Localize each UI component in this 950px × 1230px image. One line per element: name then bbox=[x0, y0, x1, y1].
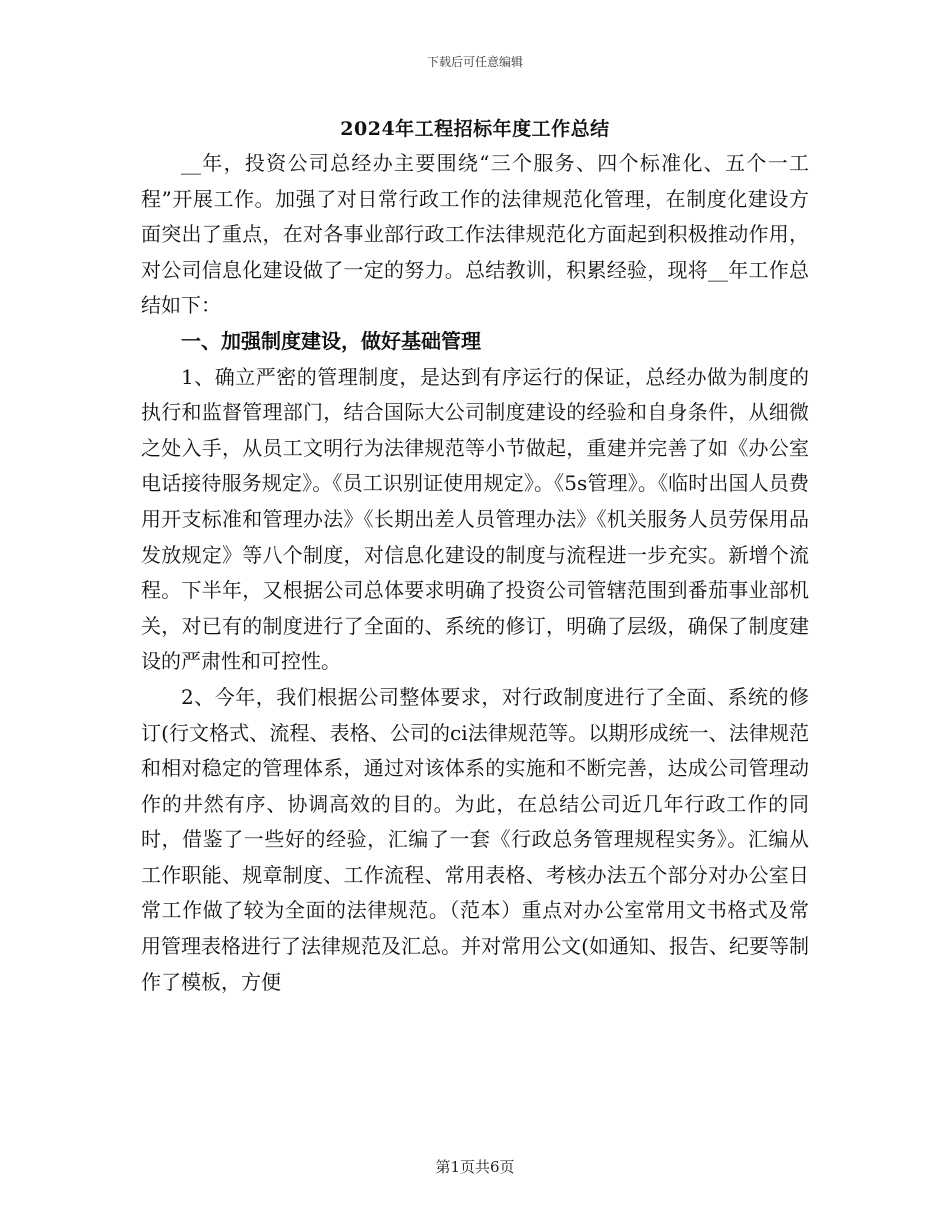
paragraph-2: 2、今年，我们根据公司整体要求，对行政制度进行了全面、系统的修订(行文格式、流程、表格、公司的ci法律规范等。以期形成统一、法律规范和相对稳定的管理体系，通过对该体系的实施和不断完善，达成公司管理动作的井然有序、协调高效的目的。为此，在总结公司近几年行政工作的同时，借鉴了一些好的经验，汇编了一套《行政总务管理规程实务》。汇编从工作职能、规章制度、工作流程、常用表格、考核办法五个部分对办公室日常工作做了较为全面的法律规范。（范本）重点对办公室常用文书格式及常用管理表格进行了法律规范及汇总。并对常用公文(如通知、报告、纪要等制作了模板，方便 bbox=[141, 684, 809, 994]
intro-paragraph: __年，投资公司总经办主要围绕“三个服务、四个标准化、五个一工程”开展工作。加强了对日常行政工作的法律规范化管理，在制度化建设方面突出了重点，在对各事业部行政工作法律规范化方面起到积极推动作用，对公司信息化建设做了一定的努力。总结教训，积累经验，现将__年工作总结如下： bbox=[141, 151, 809, 318]
document-body bbox=[141, 146, 809, 1000]
section-heading: 一、加强制度建设，做好基础管理 bbox=[181, 328, 481, 353]
paragraph-1: 1、确立严密的管理制度，是达到有序运行的保证，总经办做为制度的执行和监督管理部门，结合国际大公司制度建设的经验和自身条件，从细微之处入手，从员工文明行为法律规范等小节做起，重建并完善了如《办公室电话接待服务规定》。《员工识别证使用规定》。《5s管理》。《临时出国人员费用开支标准和管理办法》《长期出差人员管理办法》《机关服务人员劳保用品发放规定》等八个制度，对信息化建设的制度与流程进一步充实。新增个流程。下半年，又根据公司总体要求明确了投资公司管辖范围到番茄事业部机关，对已有的制度进行了全面的、系统的修订，明确了层级，确保了制度建设的严肃性和可控性。 bbox=[141, 364, 809, 674]
page-number: 第1页共6页 bbox=[435, 1158, 515, 1176]
header-note: 下载后可任意编辑 bbox=[426, 55, 523, 69]
document-title: 2024年工程招标年度工作总结 bbox=[340, 118, 610, 140]
